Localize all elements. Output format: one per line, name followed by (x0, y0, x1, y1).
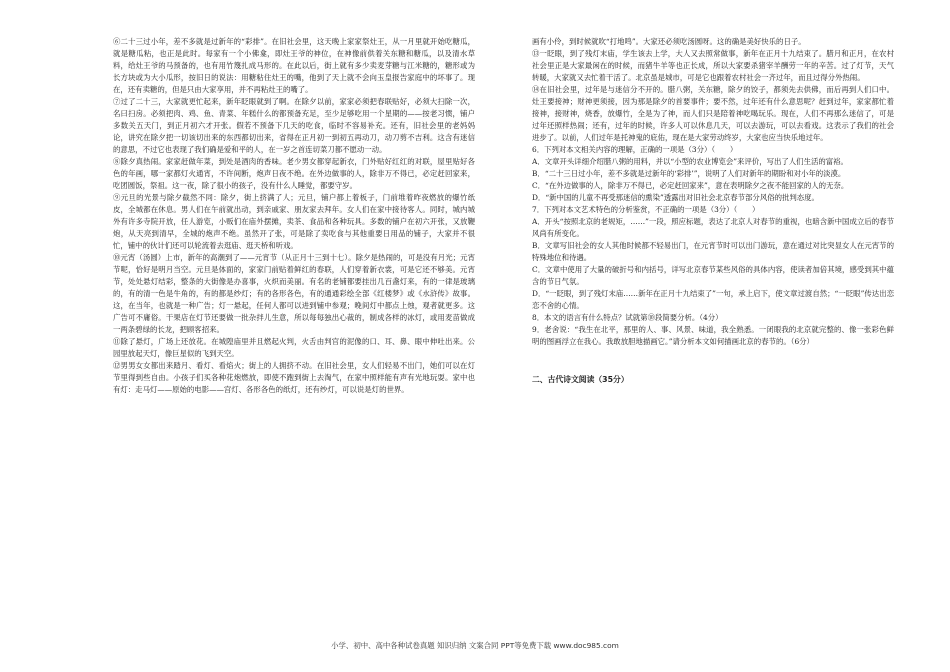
paragraph-6: ⑥二十三过小年，差不多就是过新年的“彩排”。在旧社会里，这天晚上家家祭灶王，从一月里就开始吃糖瓜，就是糖瓜粘，也正是此时。每家有一个小佛龛，即灶王爷的神位，在神像前供着关东糖和糖瓜，以及清水草料，给灶王爷的马预备的，也有用竹篾扎成马形的。在此以后，街上就有多少卖麦芽糖与江米糖的，糖形或为长方块或为大小瓜形，按旧日的说法：用糖粘住灶王的嘴，他到了天上就不会向玉皇报告家庭中的坏事了。现在，还有卖糖的，但是只由大家享用，并不再粘灶王的嘴了。 (113, 37, 475, 94)
page-footer: 小学、初中、高中各种试卷真题 知识归纳 文案合同 PPT等免费下载 www.doc985.com (331, 641, 619, 650)
q6-option-d: D．“新中国的儿童不再受那迷信的熏染”透露出对旧社会北京春节部分风俗的批判态度。 (532, 193, 819, 202)
section-heading: 二、古代诗文阅读（35分） (532, 375, 629, 384)
paragraph-14: ⑭在旧社会里，过年是与迷信分不开的。腊八粥，关东糖，除夕的饺子，都须先去供佛，而后再到人们口中。灶王要接神；财神更须接，因为那是除夕的首要事件；要不然，过年还有什么意思呢？赶到过年，家家都忙着接神，接财神，烧香，放爆竹，全是为了神，而人们只是陪着神吃喝玩乐。现在，人们不再那么迷信了，可是过年还照样热闹；还有，过年的时候，许多人可以休息几天，可以去游玩，可以去看戏。这表示了我们的社会进步了。以前，人们过年是托神鬼的庇佑，现在是大家劳动终岁，大家也应当快乐地过年。 (532, 85, 894, 142)
q7-option-a: A．开头“按照北京的老规矩，……”一段，照应标题，表达了北京人对春节的重视，也暗含新中国成立后的春节风尚有所变化。 (532, 217, 894, 238)
q6-option-b: B．“二十三日过小年，差不多就是过新年的‘彩排’”，说明了人们对新年的期盼和对小年的淡漠。 (532, 169, 846, 178)
answer-space (532, 348, 894, 368)
paragraph-13: ⑬一眨眼，到了残灯末庙，学生该去上学，大人又去照常做事，新年在正月十九结束了。腊月和正月，在农村社会里正是大家最闲在的时候，而猪牛羊等也正长成，所以大家要杀猪宰羊酬劳一年的辛苦。过了灯节，天气转暖，大家就又去忙着干活了。北京虽是城市，可是它也跟着农村社会一齐过年，而且过得分外热闹。 (532, 49, 894, 82)
q7-option-b: B．文章写旧社会的女人其他时候都不轻易出门，在元宵节时可以出门游玩，意在通过对比突显女人在元宵节的特殊地位和待遇。 (532, 241, 894, 262)
q7-option-d: D．“一眨眼，到了残灯末庙……新年在正月十九结束了”一句，承上启下，使文章过渡自然；“一眨眼”传达出恋恋不舍的心情。 (532, 289, 894, 310)
paragraph-7: ⑦过了二十三，大家就更忙起来，新年眨眼就到了啊。在除夕以前，家家必须把春联贴好，必须大扫除一次，名曰扫房。必须把肉、鸡、鱼、青菜、年糕什么的都预备充足，至少足够吃用一个星期的——按老习惯，铺户多数关五天门，到正月初六才开张。假若不预备下几天的吃食，临时不容易补充。还有，旧社会里的老妈妈论，讲究在除夕把一切该切出来的东西都切出来，省得在正月初一到初五再动刀，动刀剪不吉利。这含有迷信的意思，不过它也表现了我们确是爱和平的人，在一岁之首连切菜刀都不愿动一动。 (113, 97, 475, 154)
paragraph-10: ⑩元宵（汤圆）上市，新年的高潮到了——元宵节（从正月十三到十七）。除夕是热闹的，可是没有月光；元宵节呢，恰好是明月当空。元旦是体面的，家家门前贴着鲜红的春联，人们穿着新衣裳，可是它还不够美。元宵节，处处悬灯结彩，整条的大街像是办喜事，火炽而美丽。有名的老铺都要挂出几百盏灯来，有的一律是玻璃的，有的清一色是牛角的，有的都是纱灯；有的各形各色，有的通通彩绘全部《红楼梦》或《水浒传》故事。这，在当年，也就是一种广告；灯一悬起，任何人都可以进到铺中参观；晚间灯中都点上烛，观者就更多。这广告可不庸俗。干果店在灯节还要做一批杂拌儿生意，所以每每独出心裁的，制成各样的冰灯，或用麦苗做成一两条碧绿的长龙，把顾客招来。 (113, 253, 475, 334)
left-column (113, 36, 475, 396)
question-8: 8．本文的语言有什么特点？试就第⑩段简要分析。（4分） (532, 313, 723, 322)
paragraph-12: ⑫男男女女都出来踏月、看灯、看焰火；街上的人拥挤不动。在旧社会里，女人们轻易不出门，她们可以在灯节里得到些自由。小孩子们买各种花炮燃放，即使不跑到街上去淘气，在家中照样能有声有光地玩耍。家中也有灯：走马灯——原始的电影——宫灯、各形各色的纸灯，还有纱灯，可以说是灯的世界。 (113, 361, 475, 394)
q7-option-c: C．文章中使用了大量的破折号和内括号，详写北京春节某些风俗的具体内容，使读者加倍其境，感受到其中蕴含的节日气氛。 (532, 265, 894, 286)
paragraph-11: ⑪除了悬灯，广场上还放花。在城隍庙里并且燃起火判，火舌由判官的泥像的口、耳、鼻、眼中伸吐出来。公园里放起天灯，像巨星似的飞到天空。 (113, 337, 475, 358)
paragraph-9: ⑨元旦的光景与除夕截然不同：除夕，街上挤满了人；元旦，铺户都上着板子，门前堆着昨夜燃放的爆竹纸皮，全城都在休息。男人们在午前就出动，到亲戚家、朋友家去拜年。女人们在家中接待客人。同时，城内城外有许多寺院开放，任人游览，小贩们在庙外摆摊，卖茶、食品和各种玩具。多数的铺户在初六开张，又放鞭炮，从天亮到清早，全城的炮声不绝。虽然开了张，可是除了卖吃食与其他重要日用品的铺子，大家并不很忙，铺中的伙计们还可以轮流着去逛庙、逛天桥和听戏。 (113, 193, 475, 250)
question-7: 7．下列对本文艺术特色的分析鉴赏，不正确的一项是（3分）（ ） (532, 205, 760, 214)
q6-option-c: C．“在外边做事的人，除非万不得已，必定赶回家来”，意在表明除夕之夜不能回家的人的无奈。 (532, 181, 849, 190)
right-column (532, 36, 894, 386)
q6-option-a: A．文章开头详细介绍腊八粥的用料，并以“小型的农业博览会”来评价，写出了人们生活的富裕。 (532, 157, 848, 166)
question-6: 6．下列对本文相关内容的理解，正确的一项是（3分）（ ） (532, 145, 738, 154)
question-9: 9．老舍说：“我生在北平，那里的人、事、风景、味道，我全熟悉。一闭眼我的北京就完整的、像一张彩色鲜明的图画浮立在我心。我敢放胆地描画它。”请分析本文如何描画北京的春节的。（6分） (532, 325, 894, 346)
paragraph-12-cont: 画有小伶，到时候就吹“打地鸣”。大家还必须吃汤圆呀。这的确是美好快乐的日子。 (532, 37, 806, 46)
paragraph-8: ⑧除夕真热闹。家家赶做年菜，到处是酒肉的香味。老少男女都穿起新衣，门外贴好红红的对联，屋里贴好各色的年画，哪一家都灯火通宵，不许间断，炮声日夜不绝。在外边做事的人，除非万不得已，必定赶回家来，吃团圆饭，祭祖。这一夜，除了很小的孩子，没有什么人睡觉，都要守岁。 (113, 157, 475, 190)
